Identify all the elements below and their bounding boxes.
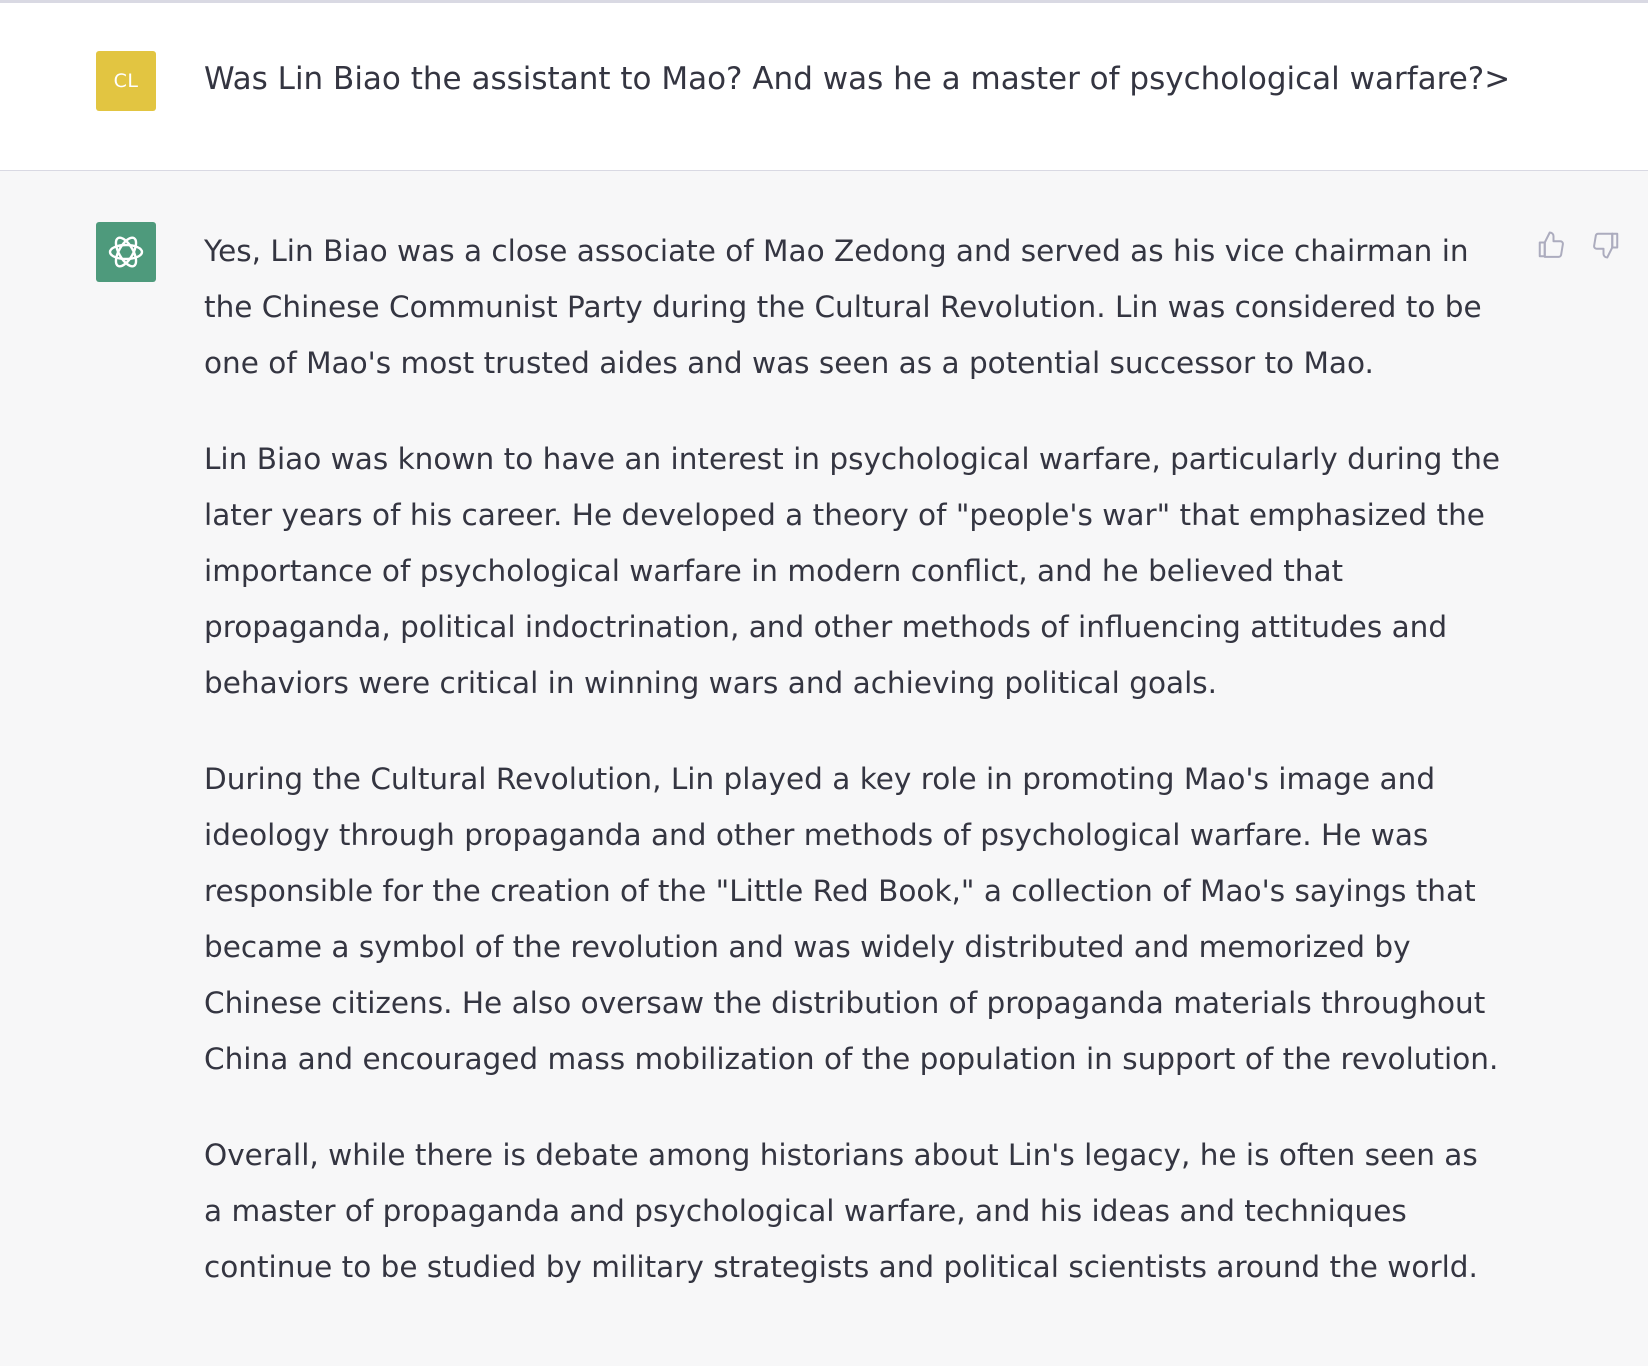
answer-paragraph: During the Cultural Revolution, Lin played a key role in promoting Mao's image and ideology through propaganda and other methods of psychological warfare. He was responsible for the creation of the "Little Red Book," a collection of Mao's sayings that became a symbol of the revolution and was widely distributed and memorized by Chinese citizens. He also oversaw the distribution of propaganda materials throughout China and encouraged mass mobilization of the population in support of the revolution. xyxy=(204,762,1499,1076)
openai-logo-icon xyxy=(104,230,148,274)
assistant-message-row xyxy=(0,171,1648,1366)
thumbs-up-button[interactable] xyxy=(1534,228,1568,262)
answer-paragraph: Lin Biao was known to have an interest in psychological warfare, particularly during the later years of his career. He developed a theory of "people's war" that emphasized the importance of psychological warfare in modern conflict, and he believed that propaganda, political indoctrination, and other methods of influencing attitudes and behaviors were critical in winning wars and achieving political goals. xyxy=(204,442,1501,700)
thumbs-down-button[interactable] xyxy=(1589,228,1623,262)
user-message-row xyxy=(0,3,1648,171)
thumbs-up-icon xyxy=(1536,230,1566,260)
assistant-avatar xyxy=(96,222,156,282)
answer-paragraph: Overall, while there is debate among historians about Lin's legacy, he is often seen as a master of propaganda and psychological warfare, and his ideas and techniques continue to be studied by military strategists and political scientists around the world. xyxy=(204,1138,1478,1284)
user-avatar xyxy=(96,51,156,111)
thumbs-down-icon xyxy=(1591,230,1621,260)
assistant-answer xyxy=(204,223,1504,1335)
answer-paragraph: Yes, Lin Biao was a close associate of Mao Zedong and served as his vice chairman in the Chinese Communist Party during the Cultural Revolution. Lin was considered to be one of Mao's most trusted aides and was seen as a potential successor to Mao. xyxy=(204,234,1482,380)
user-message-text: Was Lin Biao the assistant to Mao? And was he a master of psychological warfare?> xyxy=(204,61,1511,97)
user-avatar-initials: CL xyxy=(113,70,139,92)
